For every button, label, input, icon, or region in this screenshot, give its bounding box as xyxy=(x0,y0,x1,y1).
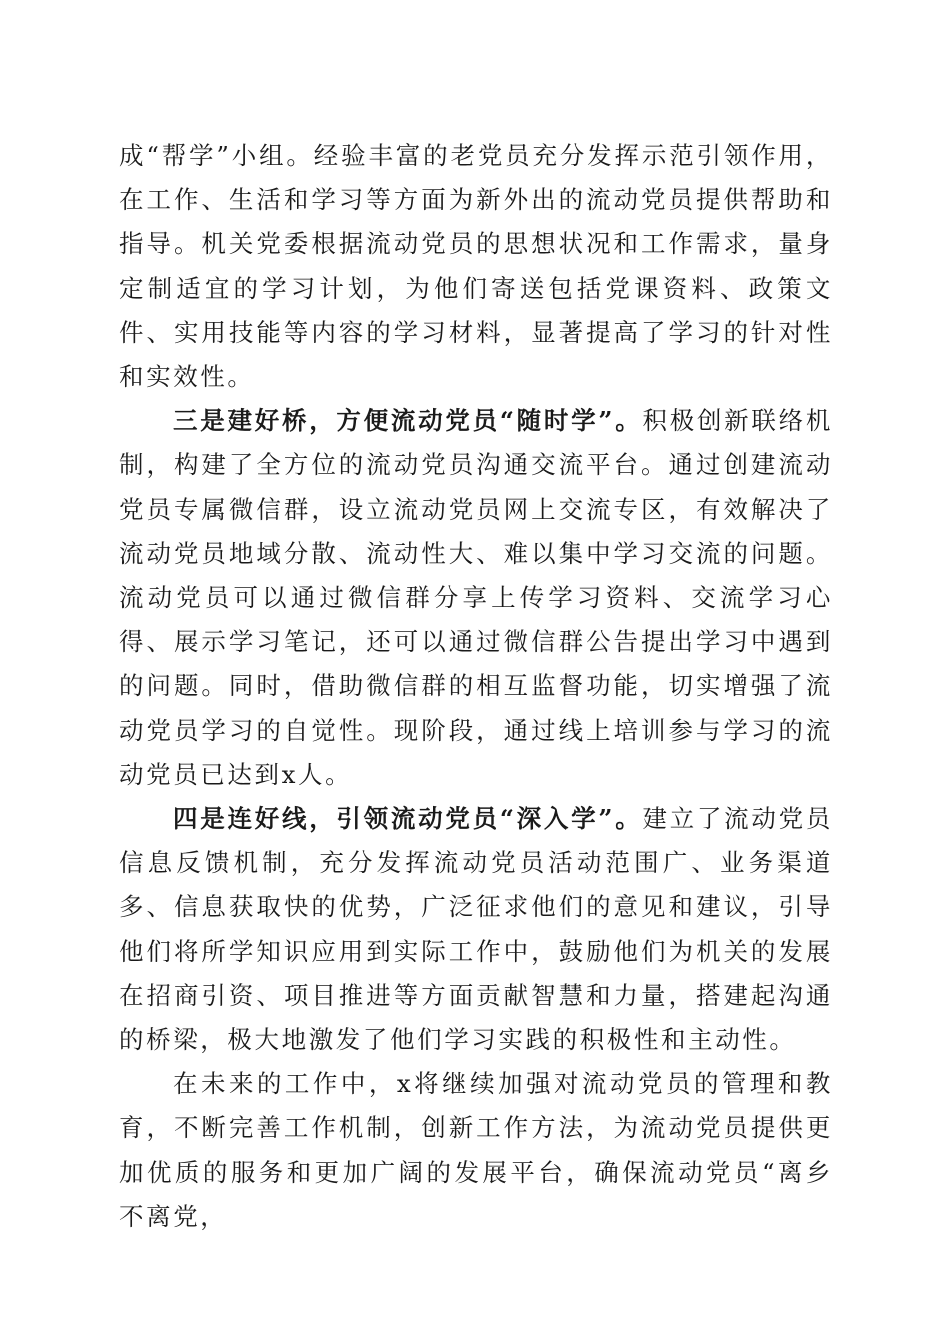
document-body xyxy=(119,134,833,1239)
paragraph-body: 建立了流动党员信息反馈机制，充分发挥流动党员活动范围广、业务渠道多、信息获取快的优势，广泛征求他们的意见和建议，引导他们将所学知识应用到实际工作中，鼓励他们为机关的发展在招商引资、项目推进等方面贡献智慧和力量，搭建起沟通的桥梁，极大地激发了他们学习实践的积极性和主动性。 xyxy=(119,804,833,1055)
paragraph-four xyxy=(119,797,833,1062)
paragraph-body: 在未来的工作中，x将继续加强对流动党员的管理和教育，不断完善工作机制，创新工作方法，为流动党员提供更加优质的服务和更加广阔的发展平台，确保流动党员“离乡不离党， xyxy=(119,1069,833,1231)
paragraph-continuation xyxy=(119,134,833,399)
paragraph-heading: 三是建好桥，方便流动党员“随时学”。 xyxy=(173,406,643,436)
paragraph-conclusion xyxy=(119,1062,833,1239)
paragraph-three xyxy=(119,399,833,797)
paragraph-heading: 四是连好线，引领流动党员“深入学”。 xyxy=(173,804,643,834)
paragraph-body: 成“帮学”小组。经验丰富的老党员充分发挥示范引领作用，在工作、生活和学习等方面为新外出的流动党员提供帮助和指导。机关党委根据流动党员的思想状况和工作需求，量身定制适宜的学习计划，为他们寄送包括党课资料、政策文件、实用技能等内容的学习材料，显著提高了学习的针对性和实效性。 xyxy=(119,141,833,392)
paragraph-body: 积极创新联络机制，构建了全方位的流动党员沟通交流平台。通过创建流动党员专属微信群，设立流动党员网上交流专区，有效解决了流动党员地域分散、流动性大、难以集中学习交流的问题。流动党员可以通过微信群分享上传学习资料、交流学习心得、展示学习笔记，还可以通过微信群公告提出学习中遇到的问题。同时，借助微信群的相互监督功能，切实增强了流动党员学习的自觉性。现阶段，通过线上培训参与学习的流动党员已达到x人。 xyxy=(119,406,833,789)
